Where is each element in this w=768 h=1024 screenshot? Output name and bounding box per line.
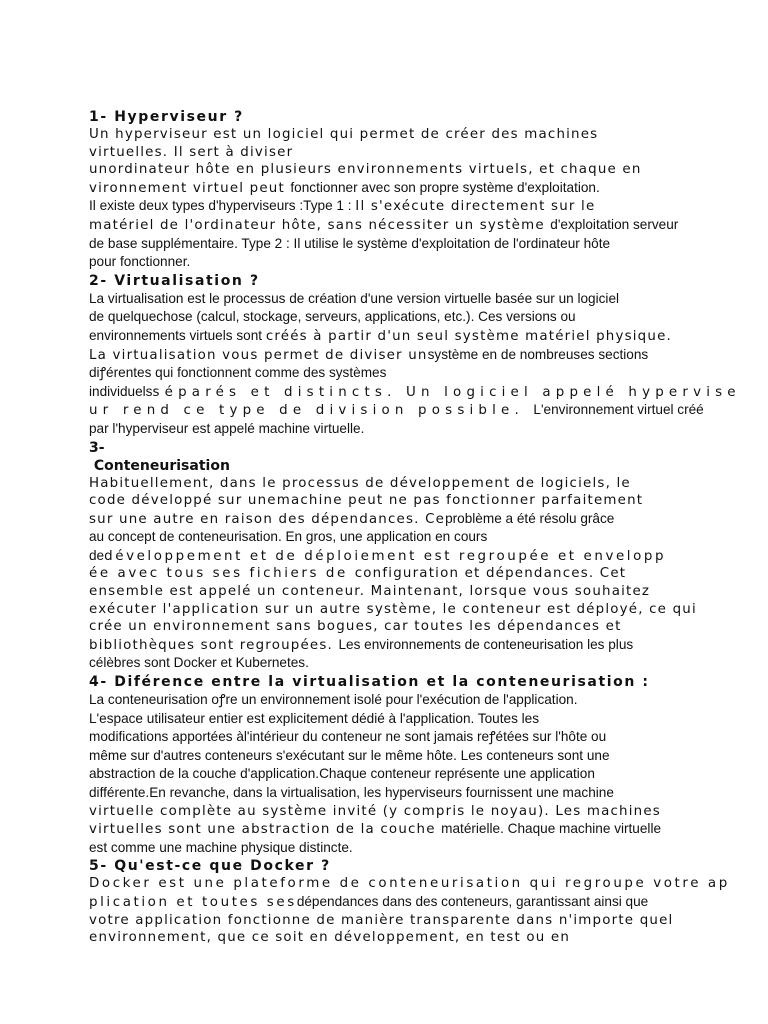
paragraph-line [89, 253, 689, 272]
paragraph-line [89, 893, 689, 912]
text-run: pour fonctionner. [89, 254, 191, 270]
paragraph-line [89, 654, 689, 673]
text-run: développement et de déploiement est regroupée et envelopp [104, 548, 667, 564]
text-run: célèbres sont Docker et Kubernetes. [89, 655, 309, 671]
paragraph-line [89, 420, 689, 439]
paragraph-line [89, 216, 689, 235]
paragraph-line [89, 583, 689, 601]
paragraph-line [89, 327, 689, 346]
text-run: code développé sur une [89, 493, 277, 509]
text-run: La virtualisation est le processus de création d'une version virtuelle basée sur un logiciel [89, 290, 620, 306]
text-run: différente.En revanche, dans la virtualisation, les hyperviseurs fournissent une machine [89, 785, 614, 800]
text-run: est comme une machine physique distincte. [89, 839, 353, 855]
text-run: environnement, que ce soit en développement, en test ou en [89, 930, 571, 946]
text-run: plication et toutes ses [89, 894, 297, 910]
paragraph-line [89, 197, 689, 216]
section-heading: 4- Diférence entre la virtualisation et la conteneurisation : [89, 674, 650, 691]
paragraph-line [89, 290, 689, 309]
text-run: votre application fonctionne de manière transparente dans n'importe quel [89, 912, 674, 928]
paragraph-line [89, 912, 689, 930]
paragraph-line [89, 710, 689, 729]
text-run: modifications apportées àl'intérieur du conteneur ne sont jamais re [89, 729, 490, 745]
text-run: par l'hyperviseur est appelé machine virtuelle. [89, 420, 365, 436]
text-run: ꝭ [99, 365, 107, 381]
text-run: La virtualisation vous permet de diviser un [89, 347, 428, 363]
text-run: di [89, 365, 100, 381]
text-run: fonctionner avec son propre système d'exploitation. [290, 179, 600, 195]
paragraph-line [89, 929, 689, 947]
text-run: Docker est une plateforme de conteneurisation qui regroupe votre ap [89, 876, 730, 892]
text-run: configuration et dépendances. Cet [354, 566, 627, 582]
paragraph-line [89, 308, 689, 327]
paragraph-line [89, 528, 689, 547]
paragraph-line [89, 601, 697, 619]
paragraph-line [89, 475, 689, 493]
text-run: ur rend ce type de division possible. [89, 403, 534, 419]
paragraph-line [89, 235, 689, 254]
paragraph-line [89, 803, 689, 821]
text-run: Les environnements de conteneurisation les plus [338, 636, 634, 652]
paragraph-line [89, 364, 689, 383]
document-page [89, 108, 741, 947]
paragraph-line [89, 820, 689, 839]
text-run: même sur d'autres conteneurs s'exécutant sur le même hôte. Les conteneurs sont une [89, 747, 610, 763]
paragraph-line [89, 383, 741, 402]
text-run: de base supplémentaire. Type 2 : Il utilise le système d'exploitation de l'ordinateur hôte [89, 235, 611, 251]
text-run: ensemble est appelé un conteneur. Maintenant, lorsque vous souhaitez [89, 584, 651, 600]
text-run: étées sur l'hôte ou [495, 729, 607, 745]
text-run: individuels [89, 383, 153, 399]
paragraph-line [89, 839, 689, 858]
paragraph-line [89, 636, 689, 655]
text-run: virtuelles sont une abstraction de la couche [89, 822, 442, 838]
text-run: système en de nombreuses sections [427, 346, 649, 362]
paragraph-line [89, 126, 689, 144]
text-run: L'espace utilisateur entier est explicitement dédié à l'application. Toutes les [89, 710, 540, 726]
text-run: sur une autre en raison des dépendances. Ce [89, 511, 446, 527]
paragraph-line [89, 691, 689, 710]
section-heading: 1- Hyperviseur ? [89, 109, 244, 125]
text-run: La conteneurisation o [89, 692, 219, 708]
paragraph-line [89, 161, 689, 179]
text-run: crée un [89, 619, 154, 635]
text-run: d'exploitation serveur [550, 216, 679, 232]
text-run: environnements virtuels sont [89, 327, 266, 343]
section-heading: 3- Conteneurisation [89, 439, 230, 474]
text-run: re un environnement isolé pour l'exécution de l'application. [225, 692, 578, 708]
paragraph-line [89, 618, 689, 636]
text-run: dépendances dans des conteneurs, garantissant ainsi que [296, 893, 649, 909]
text-run: de quelquechose (calcul, stockage, serveurs, applications, etc.). Ces versions ou [89, 309, 576, 325]
paragraph-line [89, 747, 689, 766]
text-run: vironnement virtuel peut [89, 180, 291, 196]
text-run: ꝭ [219, 692, 226, 708]
text-run: unordinateur hôte en plusieurs environnements virtuels, et chaque en [89, 162, 642, 178]
section-heading: 5- Qu'est-ce que Docker ? [89, 858, 331, 875]
text-run: machine peut ne pas fonctionner parfaitement [276, 493, 644, 509]
text-run: bibliothèques sont regroupées. [89, 637, 339, 653]
paragraph-line [89, 565, 689, 583]
paragraph-line [89, 510, 689, 529]
text-run: ée avec tous ses fichiers de [89, 566, 355, 582]
paragraph-line [89, 728, 689, 747]
paragraph-line [89, 346, 689, 365]
text-run: au concept de conteneurisation. En gros, une application en cours [89, 529, 488, 545]
text-run: matérielle. Chaque machine virtuelle [441, 821, 662, 837]
text-run: séparés et distincts. Un logiciel appelé hypervise [152, 384, 741, 400]
text-run: virtuelle complète au système invité (y compris le noyau). Les machines [89, 803, 661, 819]
paragraph-line [89, 765, 689, 784]
text-run: créés à partir d'un seul système matériel physique. [265, 328, 672, 344]
text-run: matériel de l'ordinateur hôte, sans nécessiter un système [89, 217, 551, 233]
text-run: Habituellement, dans le processus de développement de logiciels, le [89, 475, 631, 491]
text-run: problème a été résolu grâce [445, 510, 615, 526]
text-run: Un hyperviseur est un logiciel qui permet de créer des machines [89, 127, 599, 142]
paragraph-line [89, 492, 689, 510]
text-run: Il s'exécute directement sur le [355, 199, 596, 215]
text-run: environnement sans bogues, car toutes les dépendances et [153, 619, 622, 635]
text-run: érentes qui fonctionnent comme des systèmes [106, 365, 387, 381]
section-heading: 2- Virtualisation ? [89, 272, 260, 289]
text-run: de [89, 547, 105, 563]
text-run: abstraction de la couche d'application.Chaque conteneur représente une application [89, 766, 595, 782]
paragraph-line [89, 144, 689, 162]
paragraph-line [89, 179, 689, 198]
paragraph-line [89, 875, 730, 893]
text-run: ꝭ [489, 729, 496, 745]
paragraph-line [89, 547, 689, 566]
text-run: Il existe deux types d'hyperviseurs :Type 1 : [89, 198, 356, 214]
text-run: exécuter l'application sur un autre système, le conteneur est déployé, ce qui [89, 601, 697, 617]
paragraph-line [89, 401, 704, 420]
paragraph-line [89, 784, 689, 803]
text-run: virtuelles. Il sert à diviser [89, 144, 294, 160]
text-run: L'environnement virtuel créé [533, 402, 704, 418]
